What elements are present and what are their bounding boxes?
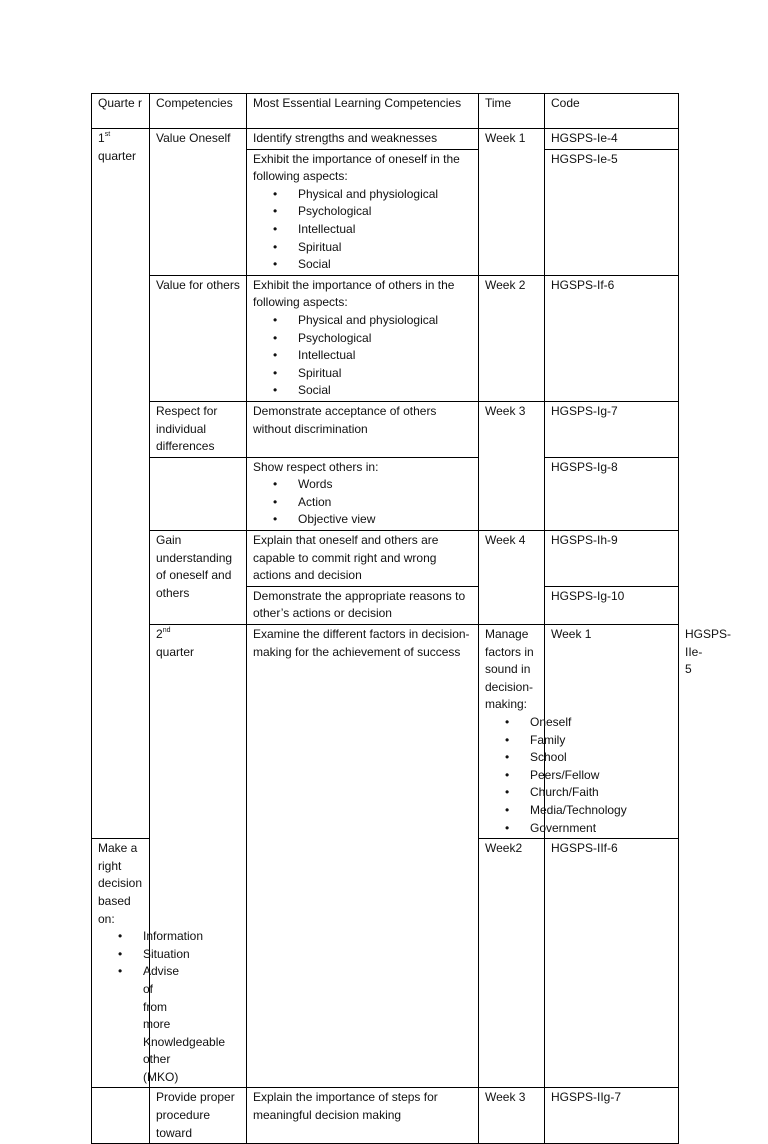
quarter-cell-1 <box>92 129 150 839</box>
table-row <box>92 275 679 401</box>
melc-text: Manage factors in sound in decision-making: <box>485 627 534 712</box>
table-row <box>92 457 679 530</box>
table-row: 2nd quarter Examine the different factors in decision-making for the achievement of success Manage factors in sound in decision-making: • Oneself • Family • School • Peers/Fellow • Church/Faith • Media/Technology • Government Week 1 HGSPS-IIe-5 <box>92 625 679 839</box>
melc-cell <box>247 275 479 401</box>
quarter-label: quarter <box>98 148 137 163</box>
header-melc: Most Essential Learning Competencies <box>247 94 479 129</box>
competency-cell: Provide proper procedure toward <box>150 1088 247 1144</box>
list-item: • Words <box>298 476 473 494</box>
list-item: • Physical and physiological <box>298 186 473 204</box>
header-quarter: Quarte r <box>92 94 150 129</box>
table-row <box>92 129 679 150</box>
code-cell: HGSPS-Ig-8 <box>545 457 679 530</box>
time-cell: Week 4 <box>479 531 545 625</box>
melc-cell: Explain that oneself and others are capable to commit right and wrong actions and decision <box>247 531 479 587</box>
list-item: • Government <box>530 820 539 838</box>
melc-cell: Identify strengths and weaknesses <box>247 129 479 150</box>
aspect-list <box>253 186 473 274</box>
time-cell: Week 1 <box>545 625 679 839</box>
list-item: • Action <box>298 494 473 512</box>
quarter-ordinal: st <box>104 131 111 138</box>
list-item: • Psychological <box>298 330 473 348</box>
table-row <box>92 531 679 587</box>
melc-cell <box>92 839 226 1088</box>
list-item: • Information <box>143 928 144 946</box>
melc-text: Make a right decision based on: <box>98 841 143 926</box>
competency-cell-empty <box>150 457 247 530</box>
melc-cell <box>247 457 479 530</box>
code-cell: HGSPS-Ig-10 <box>545 586 679 624</box>
list-item: • Psychological <box>298 203 473 221</box>
melc-cell: Demonstrate acceptance of others without discrimination <box>247 401 479 457</box>
melc-cell <box>247 149 479 275</box>
list-item: • Peers/Fellow <box>530 767 539 785</box>
list-item: • Intellectual <box>298 347 473 365</box>
time-cell: Week 2 <box>479 275 545 401</box>
time-cell: Week2 <box>479 839 545 1088</box>
list-item: • Advise of from more Knowledgeable other (MKO) <box>143 963 144 1086</box>
code-cell: HGSPS-Ie-5 <box>545 149 679 275</box>
table-row <box>92 1088 679 1144</box>
code-cell: HGSPS-Ig-7 <box>545 401 679 457</box>
melc-cell: Explain the importance of steps for meaningful decision making <box>247 1088 479 1144</box>
melc-cell: Demonstrate the appropriate reasons to other’s actions or decision <box>247 586 479 624</box>
header-time: Time <box>479 94 545 129</box>
quarter-label: quarter <box>156 644 195 659</box>
decision-basis-list <box>98 928 226 1086</box>
time-cell: Week 3 <box>479 1088 545 1144</box>
code-cell: HGSPS-IIf-6 <box>545 839 679 1088</box>
competency-cell: Examine the different factors in decision-making for the achievement of success <box>247 625 479 1088</box>
quarter-cell-empty <box>92 1088 150 1144</box>
competency-cell: Value for others <box>150 275 247 401</box>
list-item: • Spiritual <box>298 365 473 383</box>
list-item: • Church/Faith <box>530 784 539 802</box>
list-item: • Situation <box>143 946 144 964</box>
quarter-ordinal: nd <box>162 627 171 635</box>
code-cell: HGSPS-Ie-4 <box>545 129 679 150</box>
list-item: • Intellectual <box>298 221 473 239</box>
code-cell: HGSPS-If-6 <box>545 275 679 401</box>
list-item: • Physical and physiological <box>298 312 473 330</box>
competency-cell: Respect for individual differences <box>150 401 247 457</box>
list-item: • Spiritual <box>298 239 473 257</box>
aspect-list <box>253 312 473 400</box>
quarter-number: 1 <box>98 131 105 145</box>
list-item: • Social <box>298 382 473 400</box>
list-item: • Objective view <box>298 511 473 529</box>
header-competencies: Competencies <box>150 94 247 129</box>
competency-cell: Value Oneself <box>150 129 247 276</box>
table-header-row <box>92 94 679 129</box>
list-item: • Social <box>298 256 473 274</box>
quarter-number: 2 <box>156 627 163 642</box>
list-item: • Oneself <box>530 714 539 732</box>
code-cell: HGSPS-IIg-7 <box>545 1088 679 1144</box>
respect-list <box>253 476 473 529</box>
list-item: • Family <box>530 732 539 750</box>
time-cell: Week 3 <box>479 401 545 530</box>
melc-text: Exhibit the importance of oneself in the following aspects: <box>253 151 460 184</box>
melc-text: Exhibit the importance of others in the following aspects: <box>253 277 455 310</box>
factor-list <box>485 714 627 837</box>
list-item: • School <box>530 749 539 767</box>
code-cell: HGSPS-Ih-9 <box>545 531 679 587</box>
table-row <box>92 401 679 457</box>
list-item: • Media/Technology <box>530 802 539 820</box>
competency-cell: Gain understanding of oneself and others <box>150 531 247 625</box>
time-cell: Week 1 <box>479 129 545 276</box>
header-code: Code <box>545 94 679 129</box>
melc-table <box>91 93 732 1144</box>
melc-text: Show respect others in: <box>253 459 379 474</box>
